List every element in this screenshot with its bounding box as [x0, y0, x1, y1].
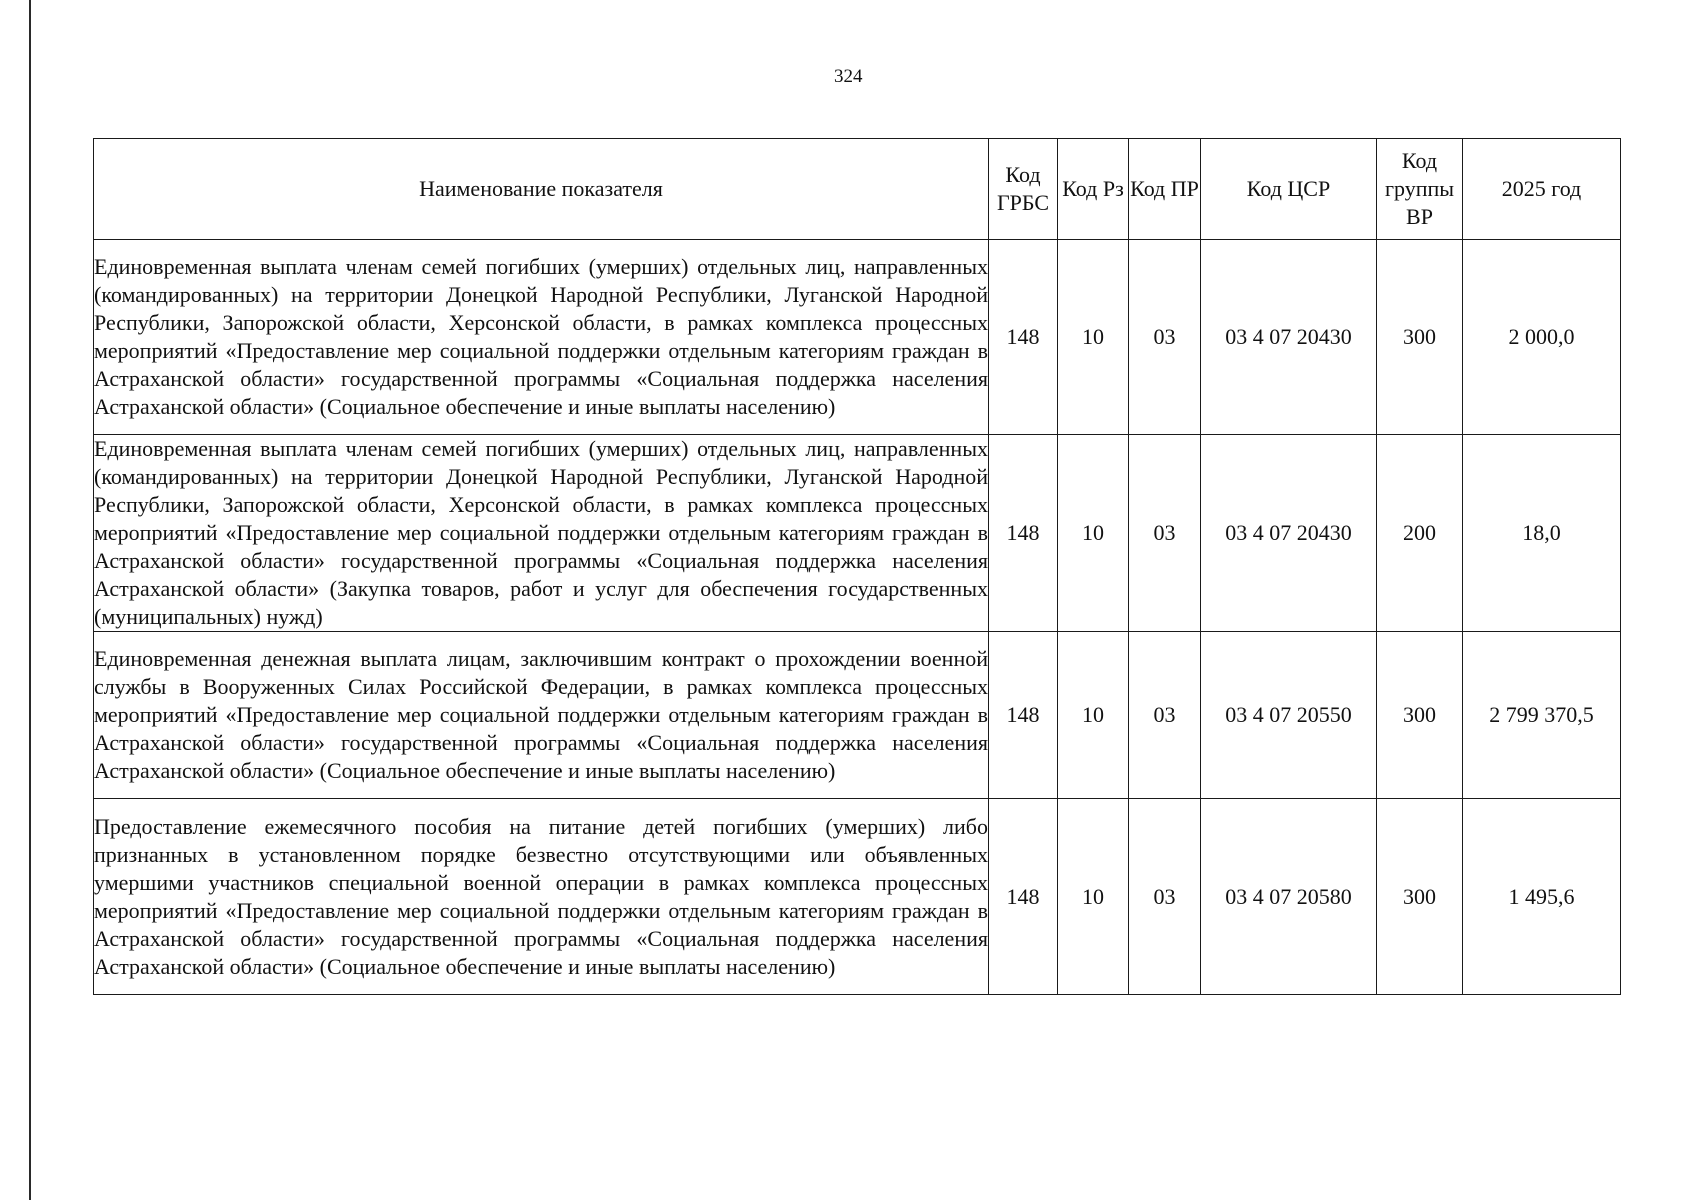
row-vr: 300 [1377, 240, 1463, 435]
row-rz: 10 [1058, 799, 1129, 995]
table-row [94, 435, 1621, 632]
row-grbs: 148 [989, 799, 1058, 995]
row-rz: 10 [1058, 240, 1129, 435]
row-amount: 2 000,0 [1463, 240, 1621, 435]
row-vr: 300 [1377, 799, 1463, 995]
budget-table [93, 138, 1621, 995]
row-csr: 03 4 07 20580 [1201, 799, 1377, 995]
row-pr: 03 [1129, 435, 1201, 632]
row-vr: 200 [1377, 435, 1463, 632]
row-rz: 10 [1058, 632, 1129, 799]
row-name: Единовременная денежная выплата лицам, заключившим контракт о прохождении военной службы в Вооруженных Силах Российской Федерации, в рамках комплекса процессных мероприятий «Предоставление мер социальной поддержки отдельным категориям граждан в Астраханской области» государственной программы «Социальная поддержка населения Астраханской области» (Социальное обеспечение и иные выплаты населению) [94, 632, 989, 799]
table-header [94, 139, 1621, 240]
table-row [94, 240, 1621, 435]
row-rz: 10 [1058, 435, 1129, 632]
header-year: 2025 год [1463, 139, 1621, 240]
row-amount: 18,0 [1463, 435, 1621, 632]
row-pr: 03 [1129, 799, 1201, 995]
row-csr: 03 4 07 20430 [1201, 435, 1377, 632]
row-pr: 03 [1129, 240, 1201, 435]
header-grbs: Код ГРБС [989, 139, 1058, 240]
row-name: Предоставление ежемесячного пособия на питание детей погибших (умерших) либо признанных в установленном порядке безвестно отсутствующими или объявленных умершими участников специальной военной операции в рамках комплекса процессных мероприятий «Предоставление мер социальной поддержки отдельным категориям граждан в Астраханской области» государственной программы «Социальная поддержка населения Астраханской области» (Социальное обеспечение и иные выплаты населению) [94, 799, 989, 995]
header-pr: Код ПР [1129, 139, 1201, 240]
row-vr: 300 [1377, 632, 1463, 799]
header-name: Наименование показателя [94, 139, 989, 240]
header-csr: Код ЦСР [1201, 139, 1377, 240]
header-rz: Код Рз [1058, 139, 1129, 240]
row-amount: 2 799 370,5 [1463, 632, 1621, 799]
row-csr: 03 4 07 20430 [1201, 240, 1377, 435]
row-name: Единовременная выплата членам семей погибших (умерших) отдельных лиц, направленных (командированных) на территории Донецкой Народной Республики, Луганской Народной Республики, Запорожской области, Херсонской области, в рамках комплекса процессных мероприятий «Предоставление мер социальной поддержки отдельным категориям граждан в Астраханской области» государственной программы «Социальная поддержка населения Астраханской области» (Социальное обеспечение и иные выплаты населению) [94, 240, 989, 435]
row-pr: 03 [1129, 632, 1201, 799]
binding-margin-line [29, 0, 31, 1200]
table-body [94, 240, 1621, 995]
table-row [94, 632, 1621, 799]
table-row [94, 799, 1621, 995]
row-grbs: 148 [989, 240, 1058, 435]
header-vr: Код группы ВР [1377, 139, 1463, 240]
row-amount: 1 495,6 [1463, 799, 1621, 995]
row-grbs: 148 [989, 632, 1058, 799]
page-number-text: 324 [834, 66, 863, 87]
row-grbs: 148 [989, 435, 1058, 632]
header-row [94, 139, 1621, 240]
row-name: Единовременная выплата членам семей погибших (умерших) отдельных лиц, направленных (командированных) на территории Донецкой Народной Республики, Луганской Народной Республики, Запорожской области, Херсонской области, в рамках комплекса процессных мероприятий «Предоставление мер социальной поддержки отдельным категориям граждан в Астраханской области» государственной программы «Социальная поддержка населения Астраханской области» (Закупка товаров, работ и услуг для обеспечения государственных (муниципальных) нужд) [94, 435, 989, 632]
row-csr: 03 4 07 20550 [1201, 632, 1377, 799]
